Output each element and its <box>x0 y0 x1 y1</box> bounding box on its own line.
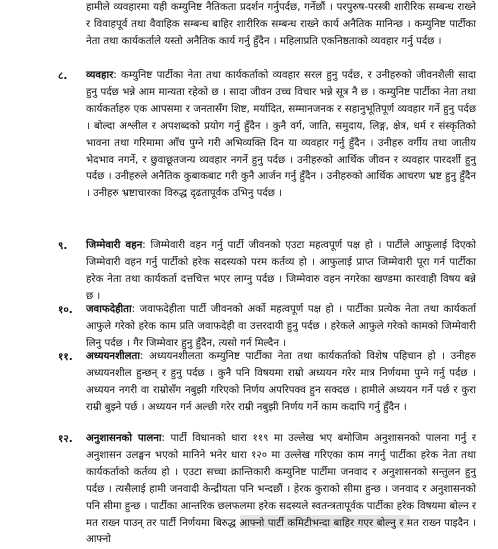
section-heading-studiousness: अध्ययनशीलता <box>86 351 141 362</box>
section-responsibility <box>86 238 476 306</box>
section-number-12: १२. <box>58 433 73 445</box>
section-text-accountability: : जवाफदेहीता पार्टी जीवनको अर्को महत्वपूर्ण पक्ष हो । पार्टीका प्रत्येक नेता तथा कार्यकर्ता आफुले गरेको हरेक काम प्रति जवाफदेही वा उत्तरदायी हुनु पर्दछ । हरेकले आफुले गरेको कामको जिम्मेवारी लिनु पर्दछ । गैर जिम्मेवार हुनु हुँदैन, त्यसो गर्न मिल्दैन । <box>86 304 476 349</box>
section-text-behaviour: : कम्युनिष्ट पार्टीका नेता तथा कार्यकर्ताको व्यवहार सरल हुनु पर्दछ, र उनीहरुको जीवनशैली सादा हुनु पर्दछ भन्ने आम मान्यता रहेको छ । सादा जीवन उच्च विचार भन्ने सूत्र नै छ । कम्युनिष्ट पार्टीका नेता तथा कार्यकर्ताहरु एक आपसमा र जनतासँग शिष्ट, मर्यादित, सम्मानजनक र सहानुभूतिपूर्ण व्यवहार गर्ने हुनु पर्दछ । बोल्दा अश्लील र अपशब्दको प्रयोग गर्नु हुँदैन । कुनै वर्ग, जाति, समुदाय, लिङ्ग, क्षेत्र, धर्म र संस्कृतिको भावना तथा गरिमामा आँच पुग्ने गरी अभिव्यक्ति दिन या व्यवहार गर्नु हुँदैन । उनीहरु वर्गीय तथा जातीय भेदभाव नगर्ने, र छुवाछूतजन्य व्यवहार नगर्ने हुनु पर्दछ । उनीहरुको आर्थिक जीवन र व्यवहार पारदर्शी हुनु पर्दछ । उनीहरुले अनैतिक कुबाकबाट गरी कुनै आर्जन गर्नु हुँदैन । उनीहरुको आर्थिक आचरण भ्रष्ट हुनु हुँदैन । उनीहरु भ्रष्टाचारका विरुद्ध दृढतापूर्वक उभिनु पर्दछ । <box>86 70 476 200</box>
section-discipline <box>86 431 476 549</box>
section-heading-discipline: अनुशासनको पालना <box>86 433 162 444</box>
section-heading-responsibility: जिम्मेवारी वहन <box>86 240 143 251</box>
scan-shading-mark <box>240 515 410 528</box>
intro-text: हामीले व्यवहारमा यही कम्युनिष्ट नैतिकता प्रदर्शन गर्नुपर्दछ, गर्नेछौं । परपुरुष-परस्त्री शारीरिक सम्बन्ध राख्ने र विवाहपूर्व तथा वैवाहिक सम्बन्ध बाहिर शारीरिक सम्बन्ध राख्ने कार्य अनैतिक मानिन्छ । कम्युनिष्ट पार्टीका नेता तथा कार्यकर्ताले यस्तो अनैतिक कार्य गर्नु हुँदैन । महिलाप्रति एकनिष्ठताको व्यवहार गर्नु पर्दछ । <box>86 2 476 47</box>
intro-paragraph <box>86 0 476 51</box>
section-text-discipline: : पार्टी विधानको धारा ११९ मा उल्लेख भए बमोजिम अनुशासनको पालना गर्नु र अनुशासन उलङ्घन भएको मानिने भनेर धारा १२० मा उल्लेख गरिएका काम नगर्नु पार्टीका हरेक नेता तथा कार्यकर्ताको कर्तव्य हो । एउटा सच्चा क्रान्तिकारी कम्युनिष्ट पार्टीमा जनवाद र अनुशासनको सन्तुलन हुनु पर्दछ । त्यसैलाई हामी जनवादी केन्द्रीयता पनि भन्दछौं । हेरक कुराको सीमा हुन्छ । जनवाद र अनुशासनको पनि सीमा हुन्छ । पार्टीका आन्तरिक छलफलमा हरेक सदस्यले स्वतन्त्रतापूर्वक पार्टीका हरेक विषयमा बोल्न र मत राख्न पाउन् तर पार्टी निर्णयमा बिरुद्ध आफ्नो पार्टी कमिटीभन्दा बाहिर गएर बोल्नु र मत राख्न पाइदैन । आफ्नो <box>86 433 477 546</box>
section-text-studiousness: : अध्ययनशीलता कम्युनिष्ट पार्टीका नेता तथा कार्यकर्ताको विशेष पहिचान हो । उनीहरु अध्ययनशील हुन्छन् र हुनु पर्दछ । कुनै पनि विषयमा राम्रो अध्ययन गरेर मात्र निर्णयमा पुग्ने गर्नु पर्दछ । अध्ययन नगरी वा राम्रोसँग नबुझी गरिएको निर्णय अपरिपक्व हुन सक्दछ । हामीले अध्ययन गर्ने पर्छ र कुरा राम्री बुझ्ने पर्छ । अध्ययन गर्न अल्छी गरेर राम्री नबुझी निर्णय गर्ने काम कदापि गर्नु हुँदैन । <box>86 351 476 413</box>
section-text-responsibility: : जिम्मेवारी वहन गर्नु पार्टी जीवनको एउटा महत्वपूर्ण पक्ष हो । पार्टीले आफुलाई दिएको जिम्मेवारी वहन गर्नु पार्टीको हरेक सदस्यको परम कर्तव्य हो । आफुलाई प्राप्त जिम्मेवारी पूरा गर्न पार्टीका हरेक नेता तथा कार्यकर्ता दत्तचित्त भएर लाग्नु पर्दछ । जिम्मेवारु वहन नगरेका खण्डमा कारवाही विषय बन्ने छ । <box>86 240 477 302</box>
section-heading-behaviour: व्यवहार <box>86 70 114 81</box>
section-number-11: ११. <box>58 351 73 363</box>
section-number-9: ९. <box>58 240 68 252</box>
section-behaviour <box>86 68 476 203</box>
section-heading-accountability: जवाफदेहीता <box>86 304 132 315</box>
section-number-10: १०. <box>58 304 73 316</box>
section-number-8: ८. <box>58 70 68 82</box>
section-studiousness <box>86 349 476 417</box>
section-accountability <box>86 302 476 353</box>
